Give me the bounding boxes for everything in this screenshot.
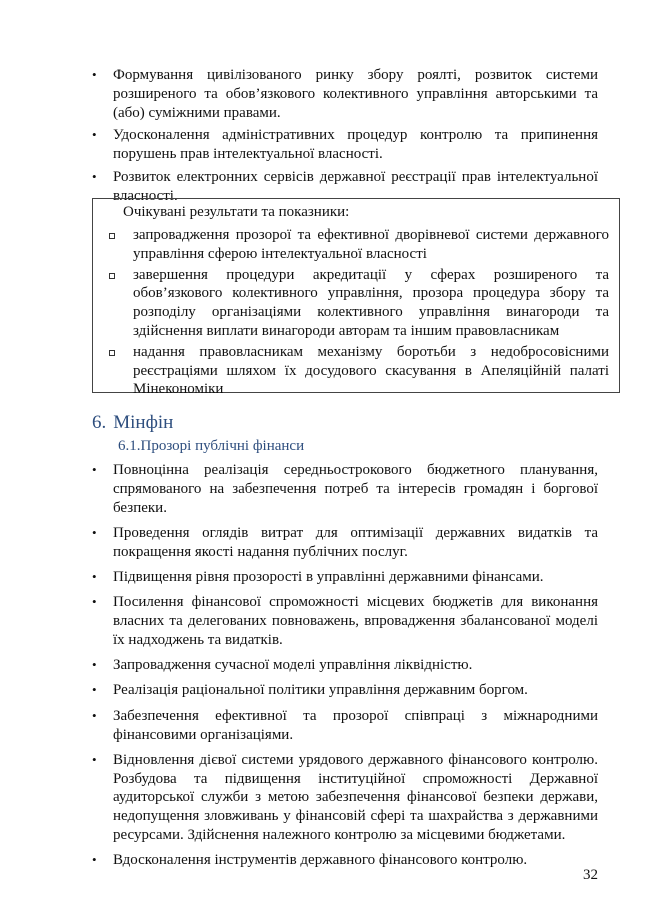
subsection-heading: 6.1.Прозорі публічні фінанси [118,438,305,454]
list-item-text: Удосконалення адміністративних процедур контролю та припинення порушень прав інтелектуальної власності. [113,127,598,163]
bullet-icon: • [92,594,97,610]
top-bullet-list [86,66,598,210]
list-item-text: Запровадження сучасної моделі управління ліквідністю. [113,657,473,674]
list-item [86,656,598,675]
list-item-text: надання правовласникам механізму боротьби з недобросовісними реєстраціями шляхом їх досудового скасування в Апеляційній палаті Мінекономіки [133,343,609,398]
bullet-icon: • [92,462,97,477]
list-item [86,461,598,517]
list-item-text: Підвищення рівня прозорості в управлінні державними фінансами. [113,568,544,585]
list-item [86,751,598,845]
section-heading [92,412,173,434]
square-bullet-icon [109,273,115,279]
list-item-text: Повноцінна реалізація середньострокового бюджетного планування, спрямованого на забезпечення потреб та інтересів громадян і боргової безпеки. [113,462,598,516]
expected-results-box [92,198,620,398]
bullet-icon: • [92,127,97,143]
list-item-text: Розвиток електронних сервісів державної реєстрації прав інтелектуальної власності. [113,168,598,204]
list-item-text: Формування цивілізованого ринку збору роялті, розвиток системи розширеного та обов’язкового колективного управління авторськими та (або) суміжними правами. [113,67,598,121]
bullet-icon: • [92,682,97,698]
list-item-text: Вдосконалення інструментів державного фінансового контролю. [113,852,528,869]
list-item-text: завершення процедури акредитації у сферах розширеного та обов’язкового колективного управління, прозора процедура збору та розподілу організаціями колективного управління винагороди та здійснення виплати винагороди авторам та іншим правовласникам [133,266,609,339]
bullet-icon: • [92,852,97,868]
page-number: 32 [583,867,598,883]
expected-results-list [107,226,609,399]
square-bullet-icon [109,350,115,356]
list-item [86,126,598,164]
list-item-text: Проведення оглядів витрат для оптимізації державних видатків та покращення якості надання публічних послуг. [113,524,598,560]
list-item [86,593,598,649]
list-item-text: Реалізація раціональної політики управління державним боргом. [113,682,528,699]
list-item [86,568,598,587]
expected-results-title: Очікувані результати та показники: [123,204,350,220]
list-item [107,266,609,341]
bullet-icon: • [92,524,97,540]
bullet-icon: • [92,568,97,584]
list-item-text: запровадження прозорої та ефективної дворівневої системи державного управління сферою інтелектуальної власності [133,227,609,262]
list-item-text: Посилення фінансової спроможності місцевих бюджетів для виконання власних та делегованих повноважень, впровадження збалансованої моделі їх надходжень та видатків. [113,594,598,648]
bullet-icon: • [92,707,97,723]
bullet-icon: • [92,67,97,82]
bullet-icon: • [92,168,97,184]
list-item [86,707,598,745]
square-bullet-icon [109,233,115,239]
list-item [86,524,598,562]
list-item-text: Відновлення дієвої системи урядового державного фінансового контролю. Розбудова та підвищення інституційної спроможності Державної аудиторської служби з метою забезпечення фінансової безпеки держави, недопущення зловживань у фінансовій сфері та шахрайства з державними ресурсами. Здійснення належного контролю за місцевими бюджетами. [113,751,598,844]
list-item-text: Забезпечення ефективної та прозорої співпраці з міжнародними фінансовими організаціями. [113,707,598,743]
main-bullet-list [86,461,598,877]
bullet-icon: • [92,657,97,673]
list-item [107,343,609,399]
list-item [86,851,598,870]
list-item [86,681,598,700]
list-item [107,226,609,264]
section-title: Мінфін [113,412,174,433]
list-item [86,66,598,122]
section-number: 6. [92,412,107,433]
bullet-icon: • [92,751,97,767]
